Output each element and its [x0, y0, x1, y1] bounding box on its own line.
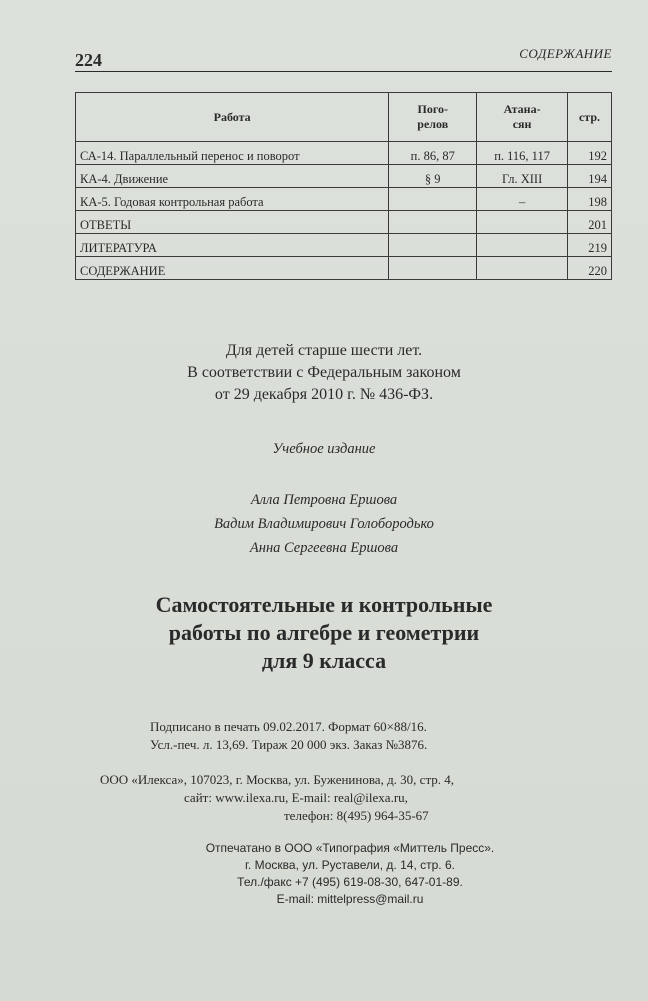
row-page: 194 — [568, 165, 612, 188]
row-page: 220 — [568, 257, 612, 280]
col-header-pogorelov-line2: релов — [417, 117, 449, 131]
header-rule — [75, 71, 612, 72]
book-title-line: работы по алгебре и геометрии — [168, 620, 480, 645]
authors-list — [0, 488, 648, 560]
row-work: ЛИТЕРАТУРА — [76, 234, 389, 257]
row-work: ОТВЕТЫ — [76, 211, 389, 234]
printer-info — [170, 840, 530, 908]
col-header-atanasyan — [477, 93, 568, 142]
col-header-pogorelov-line1: Пого- — [417, 102, 448, 116]
publisher-line: ООО «Илекса», 107023, г. Москва, ул. Буженинова, д. 30, стр. 4, — [100, 772, 455, 787]
col-header-pogorelov — [389, 93, 477, 142]
table-row — [76, 188, 612, 211]
table-row — [76, 165, 612, 188]
book-title-line: Самостоятельные и контрольные — [155, 592, 493, 617]
row-pogorelov — [389, 188, 477, 211]
age-notice — [0, 340, 648, 406]
author-name: Алла Петровна Ершова — [250, 492, 398, 508]
row-pogorelov — [389, 234, 477, 257]
row-pogorelov: п. 86, 87 — [389, 142, 477, 165]
printer-line: E-mail: mittelpress@mail.ru — [276, 892, 424, 906]
imprint-line: Усл.-печ. л. 13,69. Тираж 20 000 экз. Заказ №3876. — [150, 737, 428, 752]
row-pogorelov — [389, 211, 477, 234]
col-header-atanasyan-line1: Атана- — [503, 102, 541, 116]
page-number: 224 — [75, 50, 102, 70]
table-row — [76, 257, 612, 280]
table-header-row — [76, 93, 612, 142]
row-page: 219 — [568, 234, 612, 257]
page-header — [75, 44, 612, 74]
contents-table — [75, 92, 612, 280]
publisher-info — [100, 771, 610, 825]
row-atanasyan — [477, 211, 568, 234]
row-work: СОДЕРЖАНИЕ — [76, 257, 389, 280]
running-head: СОДЕРЖАНИЕ — [519, 46, 612, 61]
table-row — [76, 211, 612, 234]
author-name: Вадим Владимирович Голобородько — [214, 516, 434, 532]
book-title — [0, 591, 648, 675]
publisher-line: сайт: www.ilexa.ru, E-mail: real@ilexa.ru, — [184, 790, 408, 805]
row-page: 192 — [568, 142, 612, 165]
row-work: КА-5. Годовая контрольная работа — [76, 188, 389, 211]
row-pogorelov: § 9 — [389, 165, 477, 188]
age-notice-line: от 29 декабря 2010 г. № 436-ФЗ. — [214, 386, 434, 403]
row-page: 201 — [568, 211, 612, 234]
table-row — [76, 234, 612, 257]
printer-line: Отпечатано в ООО «Типография «Миттель Пресс». — [205, 841, 495, 855]
imprint-info — [150, 718, 540, 754]
row-atanasyan: п. 116, 117 — [477, 142, 568, 165]
age-notice-line: В соответствии с Федеральным законом — [187, 364, 461, 381]
author-name: Анна Сергеевна Ершова — [249, 540, 399, 556]
col-header-page: стр. — [568, 93, 612, 142]
row-pogorelov — [389, 257, 477, 280]
age-notice-line: Для детей старше шести лет. — [225, 342, 423, 359]
publisher-line: телефон: 8(495) 964-35-67 — [284, 808, 429, 823]
col-header-atanasyan-line2: сян — [512, 117, 532, 131]
row-atanasyan — [477, 234, 568, 257]
row-atanasyan: – — [477, 188, 568, 211]
row-work: КА-4. Движение — [76, 165, 389, 188]
row-atanasyan — [477, 257, 568, 280]
table-row — [76, 142, 612, 165]
printer-line: Тел./факс +7 (495) 619-08-30, 647-01-89. — [237, 875, 463, 889]
imprint-line: Подписано в печать 09.02.2017. Формат 60×88/16. — [150, 719, 427, 734]
col-header-work: Работа — [76, 93, 389, 142]
edition-type: Учебное издание — [272, 441, 376, 457]
book-title-line: для 9 класса — [261, 648, 387, 673]
row-atanasyan: Гл. XIII — [477, 165, 568, 188]
row-page: 198 — [568, 188, 612, 211]
row-work: СА-14. Параллельный перенос и поворот — [76, 142, 389, 165]
printer-line: г. Москва, ул. Руставели, д. 14, стр. 6. — [245, 858, 455, 872]
